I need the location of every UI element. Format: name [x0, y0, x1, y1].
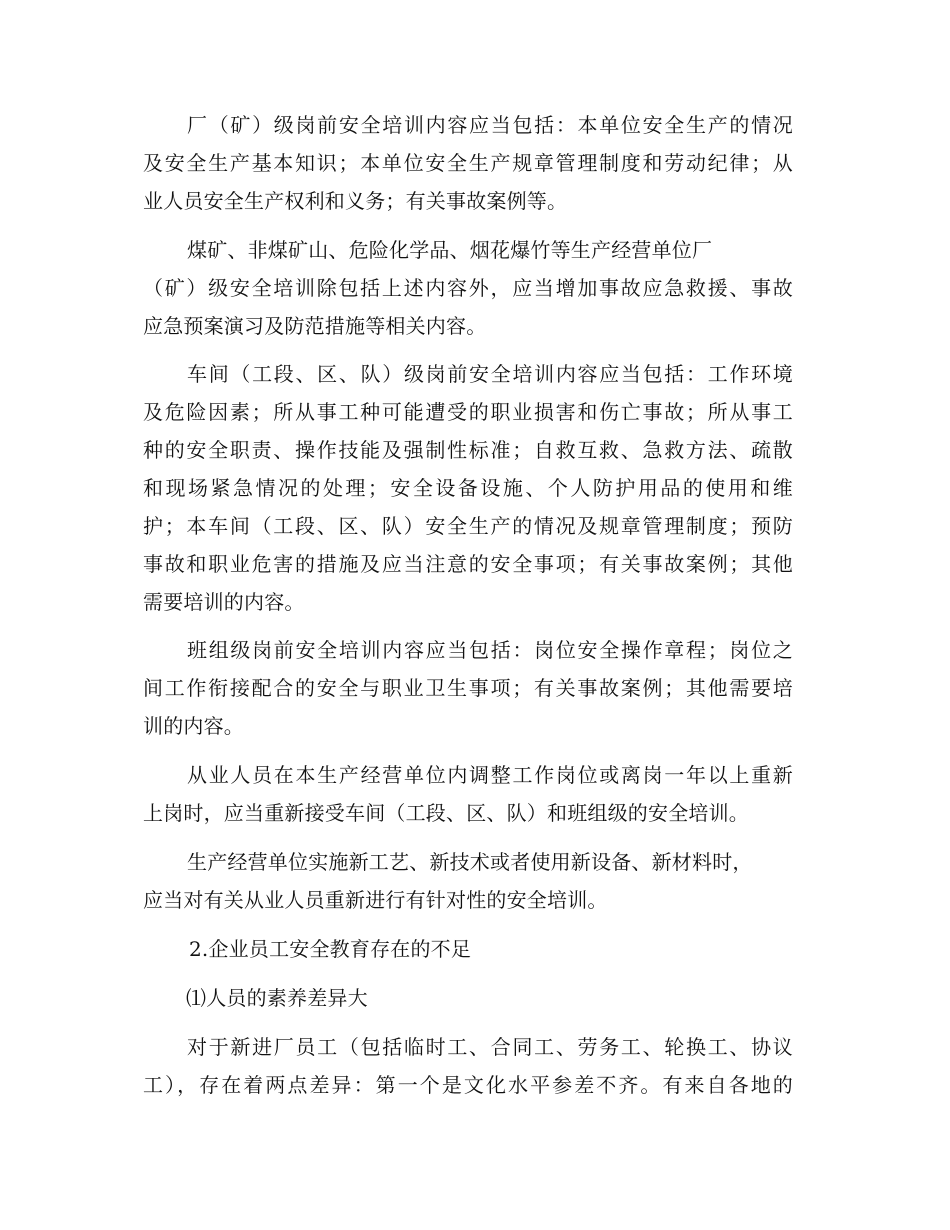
- text-line: 对于新进厂员工（包括临时工、合同工、劳务工、轮换工、协议: [187, 1035, 793, 1059]
- text-line: （矿）级安全培训除包括上述内容外，应当增加事故应急救援、事故: [143, 276, 793, 300]
- text-line: 事故和职业危害的措施及应当注意的安全事项；有关事故案例；其他: [143, 552, 793, 576]
- text-line: 训的内容。: [143, 714, 244, 738]
- text-line: 应当对有关从业人员重新进行有针对性的安全培训。: [143, 888, 608, 912]
- text-line: 需要培训的内容。: [143, 590, 305, 614]
- text-line: 厂（矿）级岗前安全培训内容应当包括：本单位安全生产的情况: [187, 113, 793, 137]
- text-line: 车间（工段、区、队）级岗前安全培训内容应当包括：工作环境: [187, 362, 793, 386]
- section-heading: 2.企业员工安全教育存在的不足: [189, 937, 472, 961]
- text-line: 及安全生产基本知识；本单位安全生产规章管理制度和劳动纪律；从: [143, 151, 793, 175]
- subsection-heading: ⑴人员的素养差异大: [186, 986, 368, 1010]
- text-line: 及危险因素；所从事工种可能遭受的职业损害和伤亡事故；所从事工: [143, 400, 793, 424]
- text-line: 和现场紧急情况的处理；安全设备设施、个人防护用品的使用和维: [143, 476, 793, 500]
- text-line: 业人员安全生产权利和义务；有关事故案例等。: [143, 189, 568, 213]
- text-line: 生产经营单位实施新工艺、新技术或者使用新设备、新材料时，: [187, 850, 753, 874]
- text-line: 间工作衔接配合的安全与职业卫生事项；有关事故案例；其他需要培: [143, 676, 793, 700]
- text-line: 工），存在着两点差异：第一个是文化水平参差不齐。有来自各地的: [143, 1073, 793, 1097]
- text-line: 应急预案演习及防范措施等相关内容。: [143, 314, 487, 338]
- text-line: 煤矿、非煤矿山、危险化学品、烟花爆竹等生产经营单位厂: [187, 238, 713, 262]
- text-line: 班组级岗前安全培训内容应当包括：岗位安全操作章程；岗位之: [187, 638, 793, 662]
- text-line: 护；本车间（工段、区、队）安全生产的情况及规章管理制度；预防: [143, 514, 793, 538]
- text-line: 上岗时，应当重新接受车间（工段、区、队）和班组级的安全培训。: [143, 801, 749, 825]
- text-line: 从业人员在本生产经营单位内调整工作岗位或离岗一年以上重新: [187, 763, 793, 787]
- text-line: 种的安全职责、操作技能及强制性标准；自救互救、急救方法、疏散: [143, 438, 793, 462]
